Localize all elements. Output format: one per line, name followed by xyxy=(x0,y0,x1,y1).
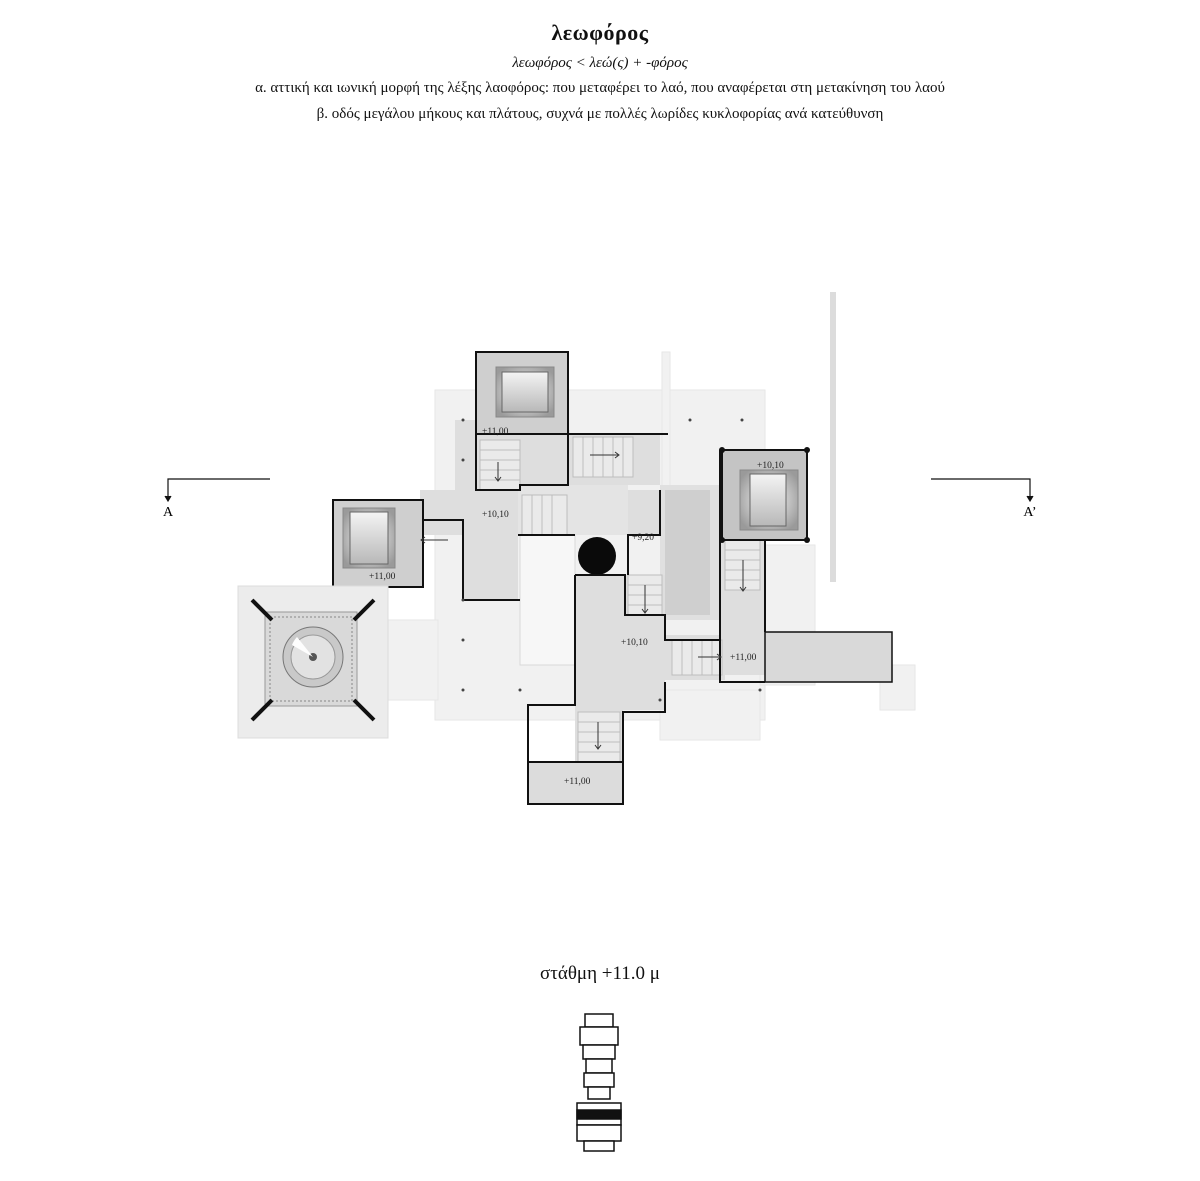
section-label-right: A’ xyxy=(1023,505,1037,520)
level-label-top-room: +11,00 xyxy=(482,427,509,437)
level-indicator-stack xyxy=(577,1014,621,1151)
level-label-center-lower: +10,10 xyxy=(621,638,648,648)
level-label-center-platform: +9,20 xyxy=(632,533,654,543)
level-label-right-room: +10,10 xyxy=(757,461,784,471)
definition-a: α. αττική και ιωνική μορφή της λέξης λαοφόρος: που μεταφέρει το λαό, που αναφέρεται στη μετακίνηση του λαού xyxy=(255,80,945,96)
definition-b: β. οδός μεγάλου μήκους και πλάτους, συχνά με πολλές λωρίδες κυκλοφορίας ανά κατεύθυνση xyxy=(316,106,884,122)
level-caption: στάθμη +11.0 μ xyxy=(539,963,660,984)
etymology-line: λεωφόρος < λεώ(ς) + -φόρος xyxy=(512,55,688,71)
section-label-left: A xyxy=(162,505,174,520)
level-label-right-lower: +11,00 xyxy=(730,653,757,663)
room-top xyxy=(476,352,568,434)
column-disc xyxy=(578,537,616,575)
room-right-corridor xyxy=(765,632,892,682)
level-label-left-landing: +10,10 xyxy=(482,510,509,520)
section-mark-left xyxy=(165,479,270,501)
level-label-bottom-room: +11,00 xyxy=(564,777,591,787)
level-label-left-room: +11,00 xyxy=(369,572,396,582)
tower-spiral-stair xyxy=(238,586,388,738)
section-mark-right xyxy=(931,479,1033,501)
page-title: λεωφόρος xyxy=(551,20,649,45)
